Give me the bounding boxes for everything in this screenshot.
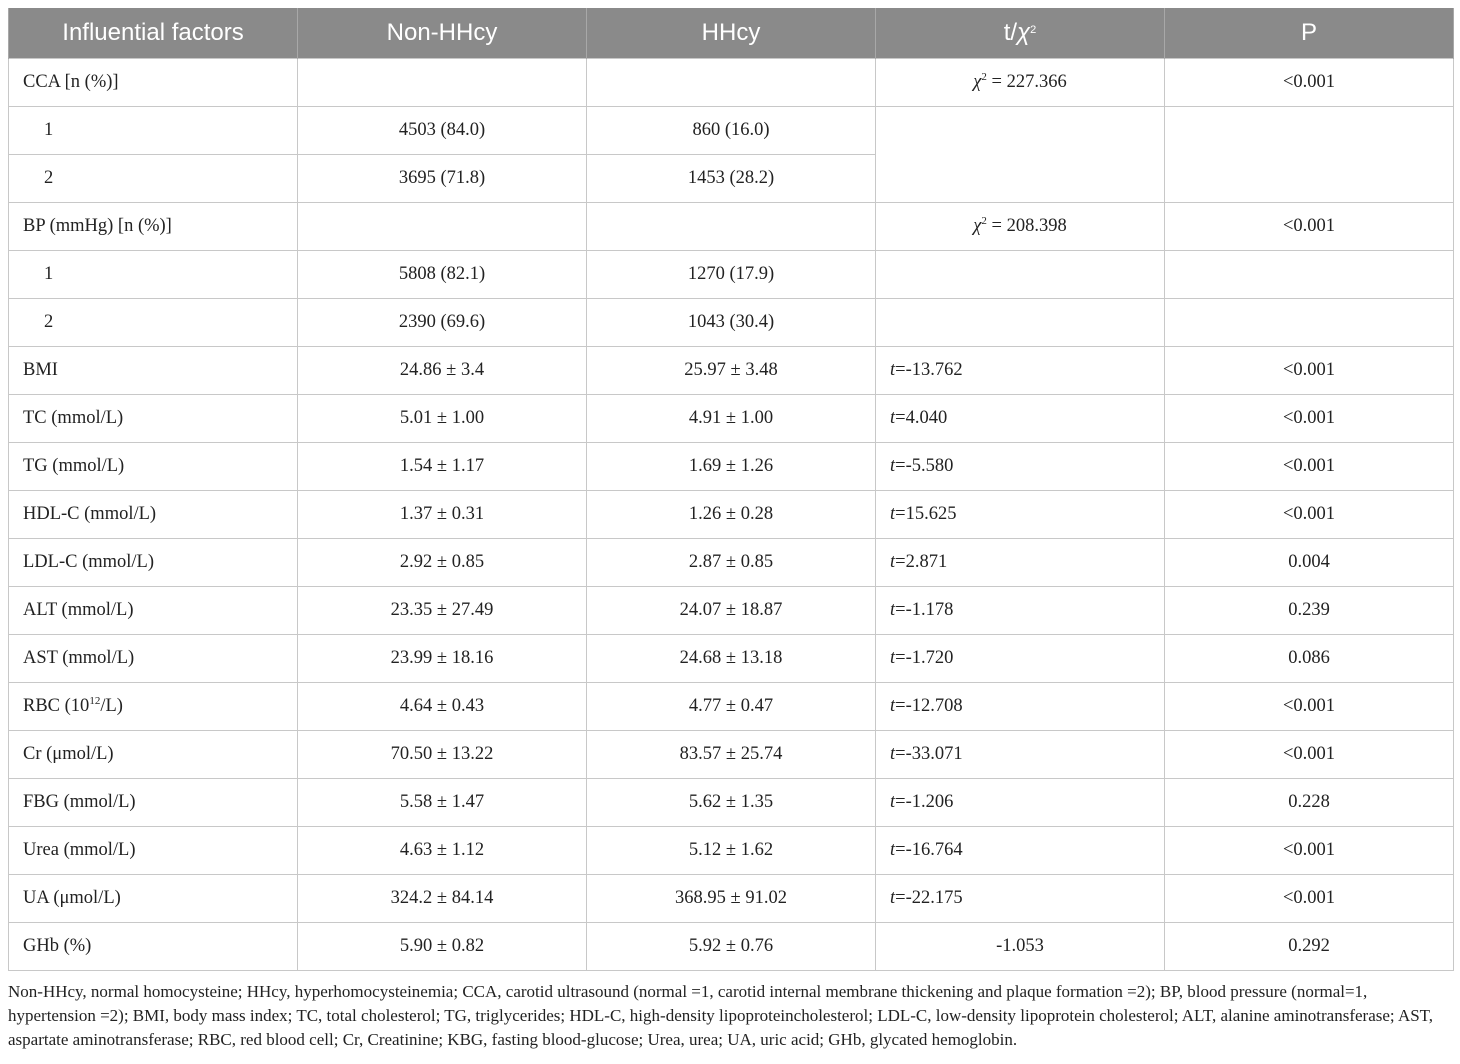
table-footnote: Non-HHcy, normal homocysteine; HHcy, hyperhomocysteinemia; CCA, carotid ultrasound (normal =1, carotid internal membrane thickening and plaque formation =2); BP, blood pressure (normal=1, hypertension =2); BMI, body mass index; TC, total cholesterol; TG, triglycerides; HDL-C, high-density lipoproteincholesterol; LDL-C, low-density lipoprotein cholesterol; ALT, alanine aminotransferase; AST, aspartate aminotransferase; RBC, red blood cell; Cr, Creatinine; KBG, fasting blood-glucose; Urea, urea; UA, uric acid; GHb, glycated hemoglobin. <box>8 982 1434 1049</box>
cell-stat: t=-5.580 <box>876 443 1165 491</box>
cell-p <box>1165 299 1454 347</box>
table-row <box>9 299 1454 347</box>
cell-stat: t=-1.206 <box>876 779 1165 827</box>
cell-hhcy: 25.97 ± 3.48 <box>587 347 876 395</box>
cell-p-merged <box>1165 107 1454 203</box>
cell-p: <0.001 <box>1165 347 1454 395</box>
cell-non-hhcy: 2.92 ± 0.85 <box>298 539 587 587</box>
cell-p: 0.228 <box>1165 779 1454 827</box>
cell-hhcy: 1.69 ± 1.26 <box>587 443 876 491</box>
cell-hhcy <box>587 59 876 107</box>
table-row <box>9 107 1454 155</box>
cell-hhcy: 860 (16.0) <box>587 107 876 155</box>
cell-hhcy: 2.87 ± 0.85 <box>587 539 876 587</box>
cell-hhcy <box>587 203 876 251</box>
cell-hhcy: 1270 (17.9) <box>587 251 876 299</box>
row-label: CCA [n (%)] <box>9 59 298 107</box>
cell-hhcy: 83.57 ± 25.74 <box>587 731 876 779</box>
cell-non-hhcy <box>298 203 587 251</box>
header-p: P <box>1165 8 1454 59</box>
cell-p: <0.001 <box>1165 827 1454 875</box>
cell-hhcy: 368.95 ± 91.02 <box>587 875 876 923</box>
cell-non-hhcy <box>298 59 587 107</box>
row-label: TC (mmol/L) <box>9 395 298 443</box>
cell-non-hhcy: 70.50 ± 13.22 <box>298 731 587 779</box>
cell-non-hhcy: 23.35 ± 27.49 <box>298 587 587 635</box>
table-container <box>8 8 1453 1052</box>
table-row <box>9 59 1454 107</box>
row-label: HDL-C (mmol/L) <box>9 491 298 539</box>
table-row <box>9 347 1454 395</box>
header-stat <box>876 8 1165 59</box>
row-label: ALT (mmol/L) <box>9 587 298 635</box>
cell-non-hhcy: 5.01 ± 1.00 <box>298 395 587 443</box>
cell-non-hhcy: 1.54 ± 1.17 <box>298 443 587 491</box>
cell-stat: t=4.040 <box>876 395 1165 443</box>
row-label: Urea (mmol/L) <box>9 827 298 875</box>
cell-non-hhcy: 5808 (82.1) <box>298 251 587 299</box>
cell-non-hhcy: 24.86 ± 3.4 <box>298 347 587 395</box>
cell-hhcy: 5.62 ± 1.35 <box>587 779 876 827</box>
header-row <box>9 8 1454 59</box>
table-row <box>9 539 1454 587</box>
cell-hhcy: 24.68 ± 13.18 <box>587 635 876 683</box>
table-row <box>9 875 1454 923</box>
cell-non-hhcy: 3695 (71.8) <box>298 155 587 203</box>
table-row <box>9 731 1454 779</box>
row-label: RBC $(10^{12}/L)$ <box>9 683 298 731</box>
table-row <box>9 827 1454 875</box>
row-label: BP (mmHg) [n (%)] <box>9 203 298 251</box>
table-row <box>9 203 1454 251</box>
cell-hhcy: 1453 (28.2) <box>587 155 876 203</box>
row-label: 1 <box>9 107 298 155</box>
table-row <box>9 443 1454 491</box>
row-label: GHb (%) <box>9 923 298 971</box>
table-row <box>9 587 1454 635</box>
cell-hhcy: 5.12 ± 1.62 <box>587 827 876 875</box>
cell-hhcy: 4.77 ± 0.47 <box>587 683 876 731</box>
cell-non-hhcy: 23.99 ± 18.16 <box>298 635 587 683</box>
cell-non-hhcy: 4503 (84.0) <box>298 107 587 155</box>
cell-p: <0.001 <box>1165 203 1454 251</box>
cell-stat <box>876 299 1165 347</box>
cell-stat: t=15.625 <box>876 491 1165 539</box>
row-label: Cr (μmol/L) <box>9 731 298 779</box>
cell-stat: t=-12.708 <box>876 683 1165 731</box>
cell-stat: t=-22.175 <box>876 875 1165 923</box>
row-label: UA (μmol/L) <box>9 875 298 923</box>
cell-hhcy: 1043 (30.4) <box>587 299 876 347</box>
cell-hhcy: 1.26 ± 0.28 <box>587 491 876 539</box>
cell-p: 0.004 <box>1165 539 1454 587</box>
row-label: LDL-C (mmol/L) <box>9 539 298 587</box>
header-stat-text: $t/\chi^2$ <box>1003 19 1037 46</box>
cell-stat: -1.053 <box>876 923 1165 971</box>
data-table <box>8 8 1454 971</box>
cell-p: <0.001 <box>1165 731 1454 779</box>
cell-non-hhcy: 324.2 ± 84.14 <box>298 875 587 923</box>
cell-non-hhcy: 2390 (69.6) <box>298 299 587 347</box>
header-non-hhcy: Non-HHcy <box>298 8 587 59</box>
header-factors: Influential factors <box>9 8 298 59</box>
header-hhcy: HHcy <box>587 8 876 59</box>
row-label: BMI <box>9 347 298 395</box>
table-row <box>9 395 1454 443</box>
cell-non-hhcy: 4.64 ± 0.43 <box>298 683 587 731</box>
table-row <box>9 251 1454 299</box>
cell-stat-merged <box>876 107 1165 203</box>
cell-p: 0.086 <box>1165 635 1454 683</box>
row-label: 1 <box>9 251 298 299</box>
row-label: AST (mmol/L) <box>9 635 298 683</box>
table-row <box>9 923 1454 971</box>
cell-stat: t=-1.720 <box>876 635 1165 683</box>
cell-stat: t=-1.178 <box>876 587 1165 635</box>
cell-hhcy: 5.92 ± 0.76 <box>587 923 876 971</box>
cell-non-hhcy: 5.90 ± 0.82 <box>298 923 587 971</box>
cell-hhcy: 4.91 ± 1.00 <box>587 395 876 443</box>
cell-p: <0.001 <box>1165 59 1454 107</box>
table-row <box>9 779 1454 827</box>
cell-stat: $\chi^2 = 208.398$ <box>876 203 1165 251</box>
cell-non-hhcy: 5.58 ± 1.47 <box>298 779 587 827</box>
cell-p: <0.001 <box>1165 683 1454 731</box>
cell-stat: t=2.871 <box>876 539 1165 587</box>
cell-p: <0.001 <box>1165 443 1454 491</box>
cell-non-hhcy: 4.63 ± 1.12 <box>298 827 587 875</box>
cell-p <box>1165 251 1454 299</box>
cell-stat: $\chi^2 = 227.366$ <box>876 59 1165 107</box>
row-label: FBG (mmol/L) <box>9 779 298 827</box>
table-row <box>9 491 1454 539</box>
cell-stat: t=-16.764 <box>876 827 1165 875</box>
cell-p: 0.292 <box>1165 923 1454 971</box>
row-label: 2 <box>9 299 298 347</box>
cell-non-hhcy: 1.37 ± 0.31 <box>298 491 587 539</box>
row-label: TG (mmol/L) <box>9 443 298 491</box>
cell-stat: t=-13.762 <box>876 347 1165 395</box>
cell-p: <0.001 <box>1165 491 1454 539</box>
table-row <box>9 683 1454 731</box>
cell-p: <0.001 <box>1165 395 1454 443</box>
cell-p: 0.239 <box>1165 587 1454 635</box>
cell-p: <0.001 <box>1165 875 1454 923</box>
cell-stat <box>876 251 1165 299</box>
row-label: 2 <box>9 155 298 203</box>
table-row <box>9 635 1454 683</box>
cell-hhcy: 24.07 ± 18.87 <box>587 587 876 635</box>
cell-stat: t=-33.071 <box>876 731 1165 779</box>
